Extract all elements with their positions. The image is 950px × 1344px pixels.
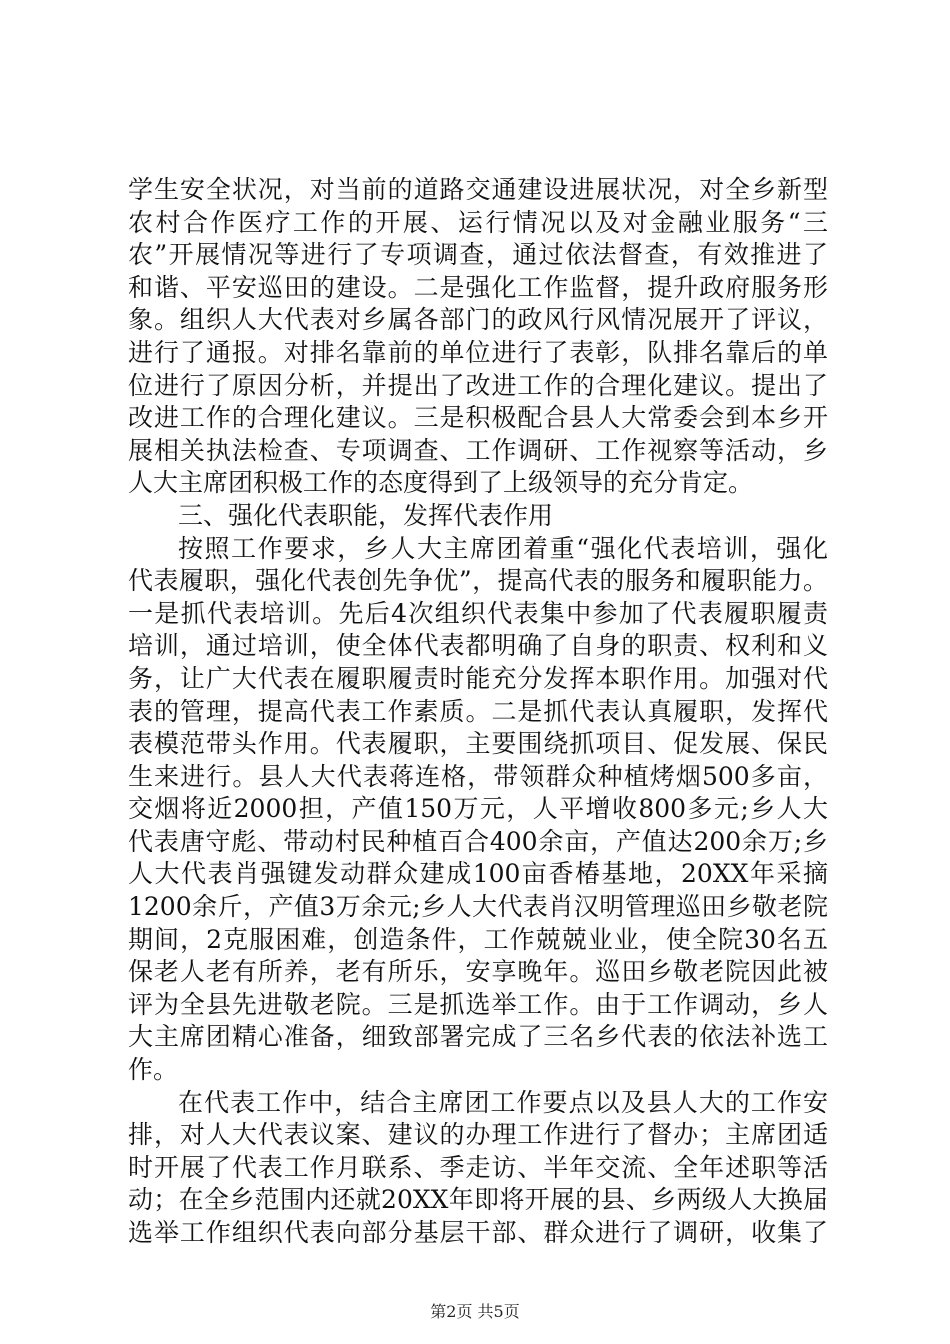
- text-line: 位进行了原因分析，并提出了改进工作的合理化建议。提出了: [128, 370, 828, 400]
- text-line: 和谐、平安巡田的建设。二是强化工作监督，提升政府服务形: [128, 272, 828, 302]
- text-line: 1200余斤，产值3万余元;乡人大代表肖汉明管理巡田乡敬老院: [128, 892, 828, 922]
- text-line: 表的管理，提高代表工作素质。二是抓代表认真履职，发挥代: [128, 696, 828, 726]
- text-line: 排，对人大代表议案、建议的办理工作进行了督办；主席团适: [128, 1120, 828, 1150]
- text-line: 人大代表肖强键发动群众建成100亩香椿基地，20XX年采摘: [128, 859, 828, 889]
- text-line: 人大主席团积极工作的态度得到了上级领导的充分肯定。: [128, 468, 754, 498]
- text-line: 评为全县先进敬老院。三是抓选举工作。由于工作调动，乡人: [128, 989, 828, 1019]
- text-line: 动；在全乡范围内还就20XX年即将开展的县、乡两级人大换届: [128, 1185, 828, 1215]
- text-line: 表模范带头作用。代表履职，主要围绕抓项目、促发展、保民: [128, 729, 828, 759]
- text-line: 一是抓代表培训。先后4次组织代表集中参加了代表履职履责: [128, 598, 828, 628]
- text-line: 务，让广大代表在履职履责时能充分发挥本职作用。加强对代: [128, 663, 828, 693]
- text-line: 在代表工作中，结合主席团工作要点以及县人大的工作安: [178, 1087, 828, 1117]
- text-line: 进行了通报。对排名靠前的单位进行了表彰，队排名靠后的单: [128, 337, 828, 367]
- section-heading: 三、强化代表职能，发挥代表作用: [178, 500, 554, 530]
- text-line: 农村合作医疗工作的开展、运行情况以及对金融业服务“三: [128, 207, 828, 237]
- text-line: 选举工作组织代表向部分基层干部、群众进行了调研，收集了: [128, 1218, 828, 1247]
- text-line: 作。: [128, 1055, 179, 1085]
- text-line: 时开展了代表工作月联系、季走访、半年交流、全年述职等活: [128, 1152, 828, 1182]
- text-line: 展相关执法检查、专项调查、工作调研、工作视察等活动，乡: [128, 435, 828, 465]
- text-line: 大主席团精心准备，细致部署完成了三名乡代表的依法补选工: [128, 1022, 828, 1052]
- text-line: 保老人老有所养，老有所乐，安享晚年。巡田乡敬老院因此被: [128, 957, 828, 987]
- text-line: 农”开展情况等进行了专项调查，通过依法督查，有效推进了: [128, 240, 828, 270]
- text-line: 象。组织人大代表对乡属各部门的政风行风情况展开了评议，: [128, 305, 828, 335]
- text-line: 按照工作要求，乡人大主席团着重“强化代表培训，强化: [178, 533, 828, 563]
- page-number: 第2页 共5页: [430, 1302, 520, 1321]
- document-body: [128, 174, 828, 1250]
- text-line: 期间，2克服困难，创造条件，工作兢兢业业，使全院30名五: [128, 924, 828, 954]
- text-line: 培训，通过培训，使全体代表都明确了自身的职责、权利和义: [128, 631, 828, 661]
- text-line: 代表履职，强化代表创先争优”，提高代表的服务和履职能力。: [128, 566, 828, 596]
- text-line: 代表唐守彪、带动村民种植百合400余亩，产值达200余万;乡: [128, 826, 828, 856]
- text-line: 改进工作的合理化建议。三是积极配合县人大常委会到本乡开: [128, 403, 828, 433]
- text-line: 生来进行。县人大代表蒋连格，带领群众种植烤烟500多亩，: [128, 761, 828, 791]
- text-line: 学生安全状况，对当前的道路交通建设进展状况，对全乡新型: [128, 175, 828, 204]
- text-line: 交烟将近2000担，产值150万元，人平增收800多元;乡人大: [128, 794, 828, 824]
